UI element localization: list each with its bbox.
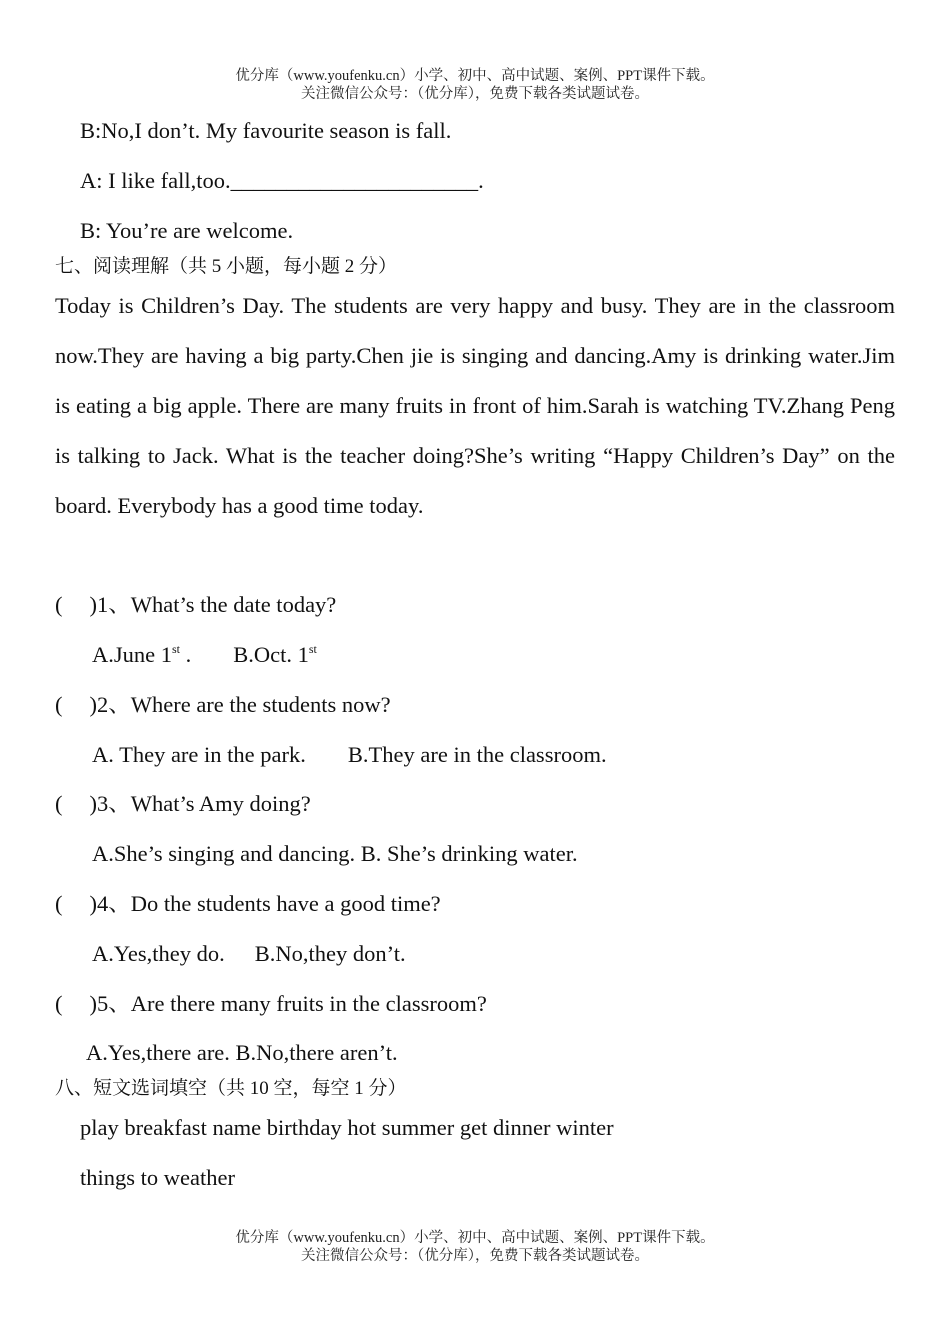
dialogue-line-1: B:No,I don’t. My favourite season is fall. — [80, 118, 452, 143]
question-stem: )5、Are there many fruits in the classroom? — [89, 991, 487, 1016]
question-stem: )2、Where are the students now? — [89, 692, 391, 717]
word-bank-line-2: things to weather — [80, 1165, 235, 1190]
question-5-options: A.Yes,there are. B.No,there aren’t. — [86, 1040, 398, 1065]
section-8-title: 八、短文选词填空（共 10 空，每空 1 分） — [55, 1078, 407, 1099]
footer-line-2: 关注微信公众号：（优分库），免费下载各类试题试卷。 — [301, 1248, 649, 1264]
question-5 — [55, 989, 487, 1019]
answer-paren-open: ( — [55, 891, 63, 916]
question-2 — [55, 690, 391, 720]
header-line-1: 优分库（www.youfenku.cn）小学、初中、高中试题、案例、PPT课件下载。 — [235, 68, 715, 84]
page-header — [0, 67, 950, 103]
reading-passage: Today is Children’s Day. The students are very happy and busy. They are in the classroom now.They are having a big party.Chen jie is singing and dancing.Amy is drinking water.Jim is eating a big apple. There are many fruits in front of him.Sarah is watching TV.Zhang Peng is talking to Jack. What is the teacher doing?She’s writing “Happy Children’s Day” on the board. Everybody has a good time today. — [55, 293, 895, 518]
word-bank-line-1: play breakfast name birthday hot summer get dinner winter — [80, 1115, 614, 1140]
section-7-title: 七、阅读理解（共 5 小题，每小题 2 分） — [55, 256, 398, 277]
dialogue-line-2: A: I like fall,too.______________________. — [80, 168, 484, 193]
question-stem: )1、What’s the date today? — [89, 592, 337, 617]
page-footer — [0, 1229, 950, 1265]
dialogue-line-3: B: You’re are welcome. — [80, 218, 294, 243]
option-a: A.June 1st . — [92, 642, 192, 667]
option-b: B.They are in the classroom. — [347, 742, 607, 767]
question-2-options — [92, 740, 607, 770]
answer-paren-open: ( — [55, 592, 63, 617]
question-stem: )3、What’s Amy doing? — [89, 791, 311, 816]
footer-line-1: 优分库（www.youfenku.cn）小学、初中、高中试题、案例、PPT课件下载。 — [235, 1230, 715, 1246]
option-b: B.Oct. 1st — [233, 642, 317, 667]
question-4-options — [92, 939, 406, 969]
question-3 — [55, 789, 311, 819]
answer-paren-open: ( — [55, 791, 63, 816]
question-stem: )4、Do the students have a good time? — [89, 891, 441, 916]
header-line-2: 关注微信公众号：（优分库），免费下载各类试题试卷。 — [301, 86, 649, 102]
question-3-options: A.She’s singing and dancing. B. She’s drinking water. — [92, 841, 578, 866]
option-b: B.No,they don’t. — [254, 941, 406, 966]
question-1-options — [92, 640, 317, 670]
option-a: A. They are in the park. — [92, 742, 306, 767]
option-a: A.Yes,they do. — [92, 941, 225, 966]
answer-paren-open: ( — [55, 991, 63, 1016]
answer-paren-open: ( — [55, 692, 63, 717]
question-4 — [55, 889, 441, 919]
question-1 — [55, 590, 336, 620]
